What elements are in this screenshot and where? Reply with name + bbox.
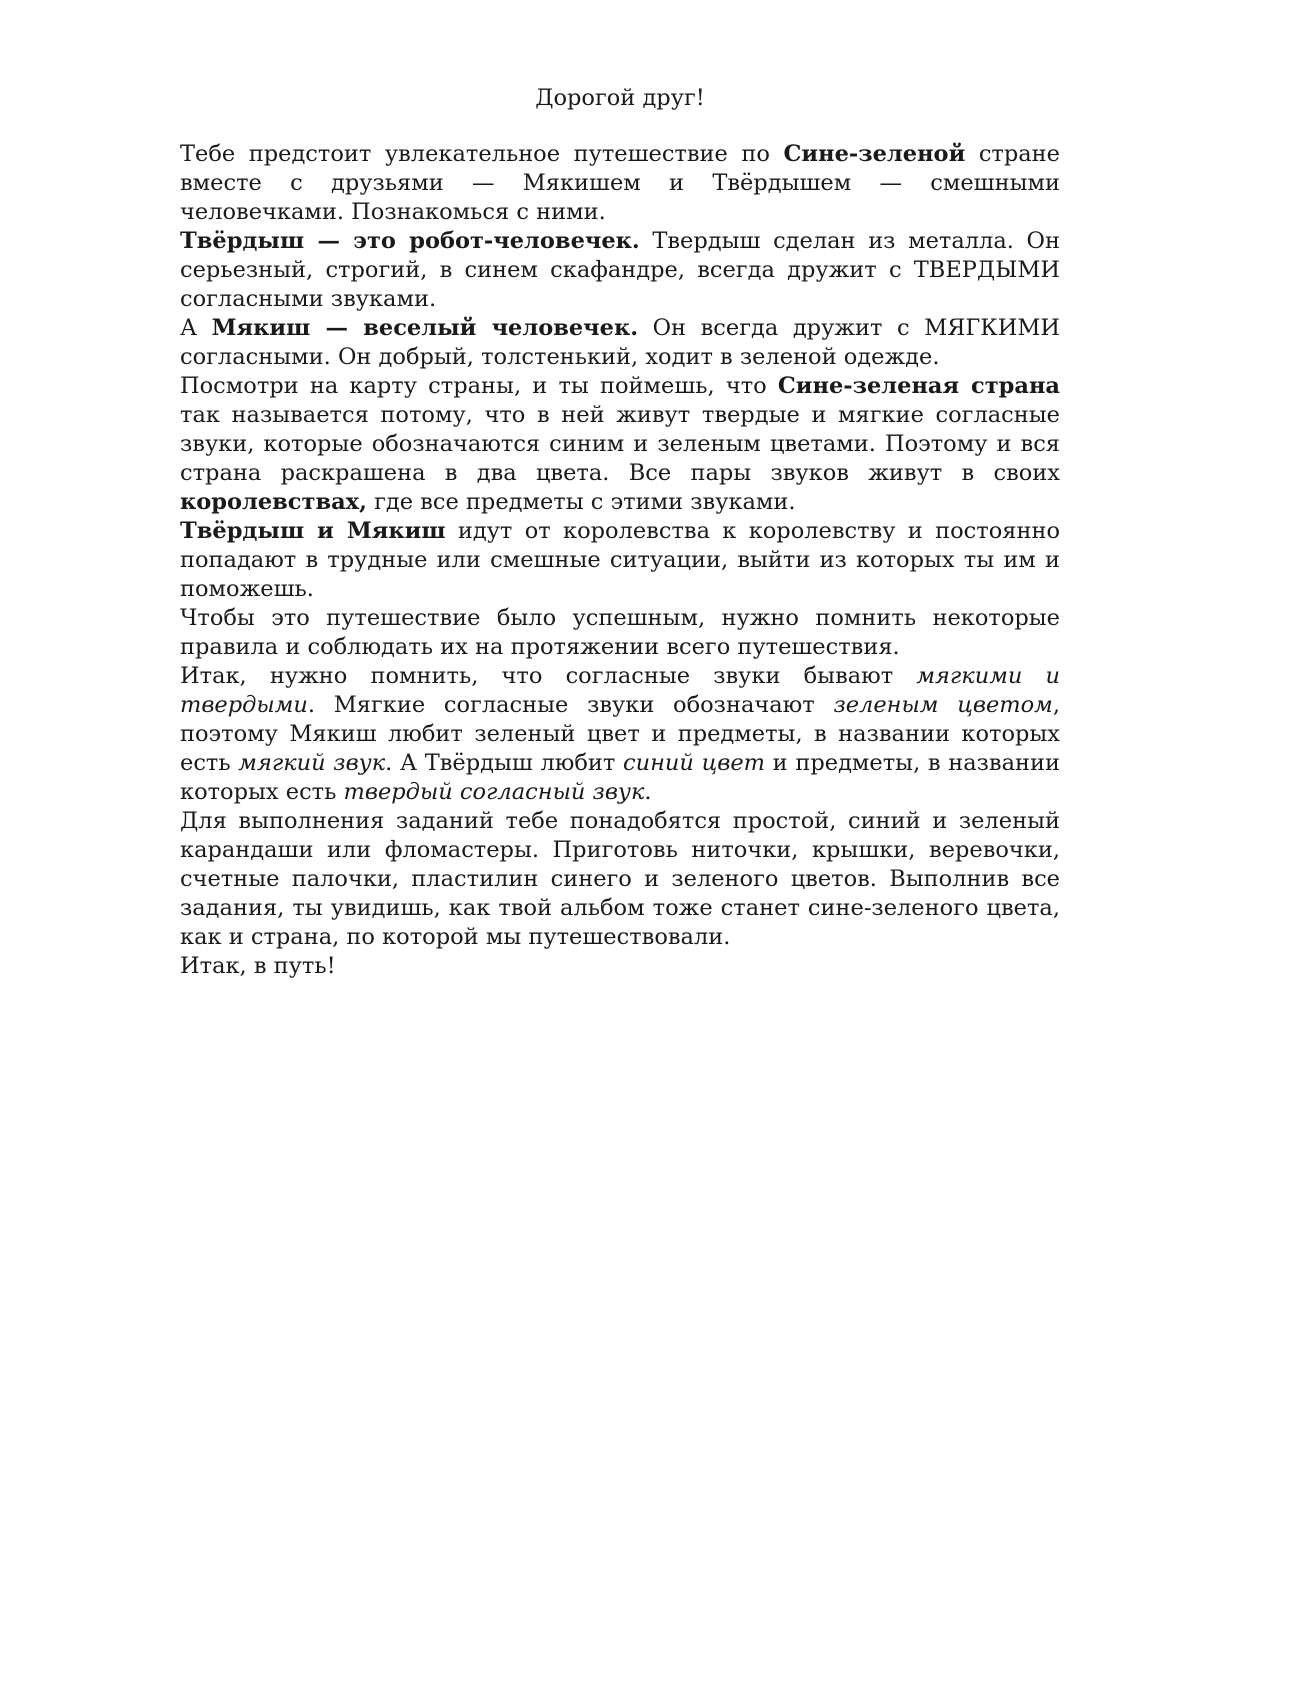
paragraph-2-run-2: Твердыш сделан из металла. Он серьезный, строгий, в синем скафандре, всегда дружит с ТВЕРДЫМИ согласными звуками. (180, 228, 1060, 312)
paragraph-7-run-6: мягкий звук (238, 750, 386, 776)
paragraph-5-run-2: идут от королевства к королевству и постоянно попадают в трудные или смешные ситуации, выйти из которых ты им и поможешь. (180, 518, 1060, 602)
paragraph-7-run-8: синий цвет (623, 750, 766, 776)
paragraph-7-run-4: зеленым цветом (833, 692, 1053, 718)
paragraph-8-run-1: Для выполнения заданий тебе понадобятся простой, синий и зеленый карандаши или фломастеры. Приготовь ниточки, крышки, веревочки, счетные палочки, пластилин синего и зеленого цветов. Выполнив все задания, ты увидишь, как твой альбом тоже станет сине-зеленого цвета, как и страна, по которой мы путешествовали. (180, 808, 1060, 950)
paragraph-4 (180, 372, 1060, 517)
paragraph-2-run-1: Твёрдыш — это робот-человечек. (180, 228, 640, 254)
paragraph-7-run-9: и предметы, в названии которых есть (180, 750, 1061, 805)
paragraph-5 (180, 517, 1060, 604)
paragraph-7-run-3: . Мягкие согласные звуки обозначают (307, 692, 834, 718)
paragraph-2 (180, 227, 1060, 314)
paragraph-4-run-2: Сине-зеленая страна (777, 373, 1060, 399)
paragraph-7-run-2: мягкими и твердыми (180, 663, 1061, 718)
paragraph-3-run-2: Мякиш — веселый человечек. (211, 315, 639, 341)
paragraph-4-run-1: Посмотри на карту страны, и ты поймешь, что (180, 373, 778, 399)
paragraph-7-run-10: твердый согласный звук (343, 779, 645, 805)
paragraph-3 (180, 314, 1060, 372)
letter-body (180, 140, 1060, 981)
paragraph-9 (180, 952, 1060, 981)
paragraph-7 (180, 662, 1060, 807)
paragraph-1-run-3: стране вместе с друзьями — Мякишем и Твёрдышем — смешными человечками. Познакомься с ними. (180, 141, 1060, 225)
paragraph-3-run-1: А (180, 315, 212, 341)
paragraph-6-run-1: Чтобы это путешествие было успешным, нужно помнить некоторые правила и соблюдать их на протяжении всего путешествия. (180, 605, 1060, 660)
paragraph-7-run-11: . (644, 779, 652, 805)
paragraph-9-run-1: Итак, в путь! (180, 953, 336, 979)
paragraph-4-run-4: королевствах, (180, 489, 367, 515)
paragraph-5-run-1: Твёрдыш и Мякиш (180, 518, 446, 544)
paragraph-1-run-1: Тебе предстоит увлекательное путешествие по (180, 141, 784, 167)
paragraph-7-run-7: . А Твёрдыш любит (385, 750, 623, 776)
paragraph-7-run-5: , поэтому Мякиш любит зеленый цвет и предметы, в названии которых есть (180, 692, 1060, 776)
paragraph-1-run-2: Сине-зеленой (783, 141, 966, 167)
paragraph-1 (180, 140, 1060, 227)
paragraph-4-run-3: так называется потому, что в ней живут твердые и мягкие согласные звуки, которые обозначаются синим и зеленым цветами. Поэтому и вся страна раскрашена в два цвета. Все пары звуков живут в своих (180, 402, 1060, 486)
letter-page (180, 84, 1060, 981)
paragraph-7-run-1: Итак, нужно помнить, что согласные звуки бывают (180, 663, 917, 689)
paragraph-4-run-5: где все предметы с этими звуками. (366, 489, 796, 515)
paragraph-3-run-3: Он всегда дружит с МЯГКИМИ согласными. Он добрый, толстенький, ходит в зеленой одежде. (180, 315, 1060, 370)
letter-greeting: Дорогой друг! (535, 85, 705, 111)
paragraph-6 (180, 604, 1060, 662)
paragraph-8 (180, 807, 1060, 952)
